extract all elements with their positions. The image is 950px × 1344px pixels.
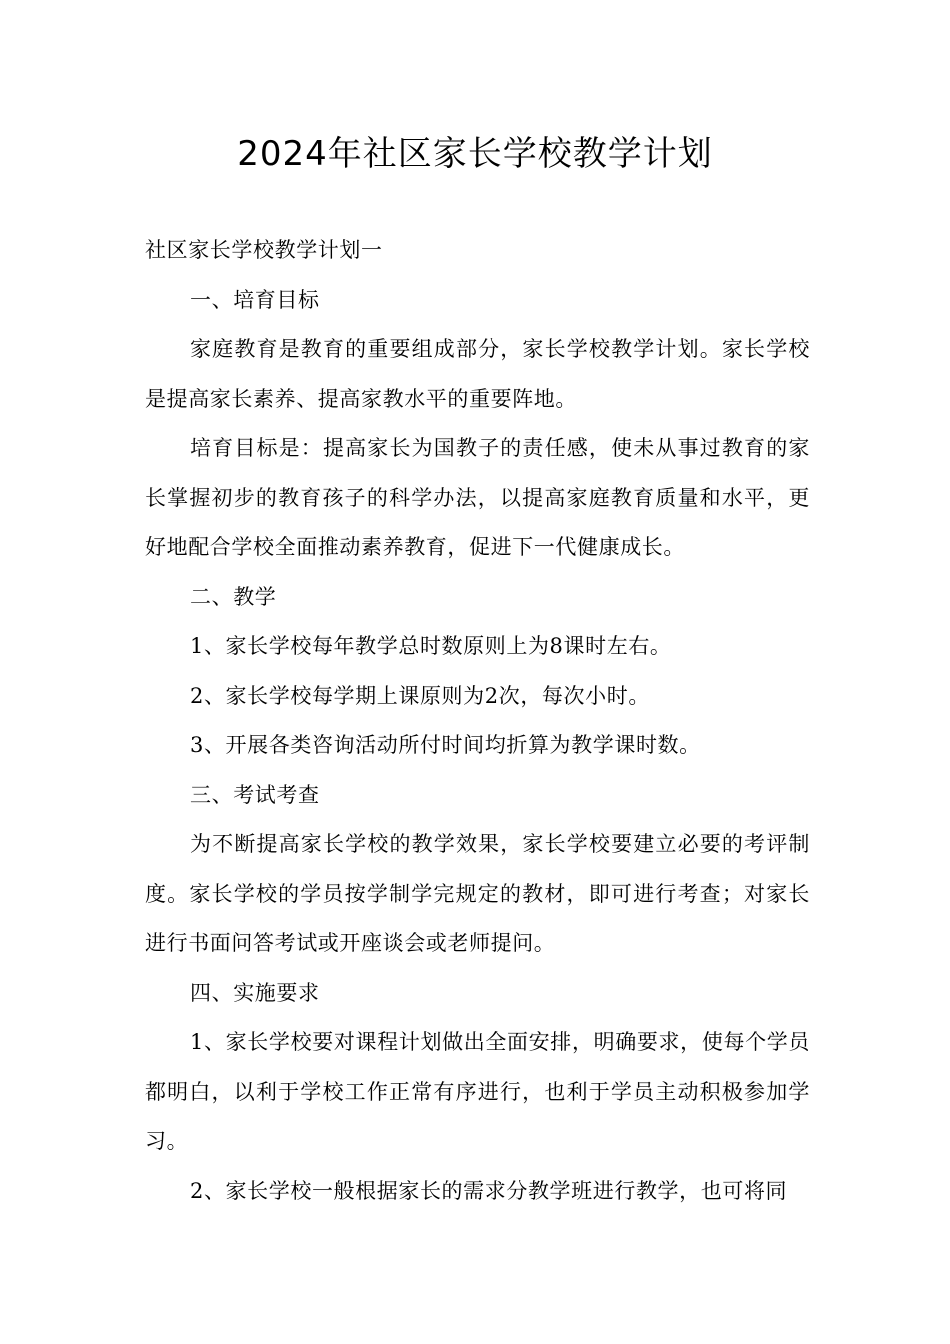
list-item-teaching-hours: 1、家长学校每年教学总时数原则上为8课时左右。 bbox=[190, 634, 672, 658]
paragraph-family-education: 家庭教育是教育的重要组成部分，家长学校教学计划。家长学校是提高家长素养、提高家教水平的重要阵地。 bbox=[145, 337, 810, 411]
section-heading-exams: 三、考试考查 bbox=[190, 782, 320, 807]
list-item-class-grouping: 2、家长学校一般根据家长的需求分教学班进行教学，也可将同 bbox=[190, 1178, 788, 1203]
list-item-course-plan: 1、家长学校要对课程计划做出全面安排，明确要求，使每个学员都明白，以利于学校工作正常有序进行，也利于学员主动积极参加学习。 bbox=[145, 1030, 810, 1153]
document-body bbox=[145, 226, 810, 1216]
list-item-consulting-hours: 3、开展各类咨询活动所付时间均折算为教学课时数。 bbox=[190, 733, 701, 757]
section-heading-teaching: 二、教学 bbox=[190, 584, 277, 609]
list-item-class-sessions: 2、家长学校每学期上课原则为2次，每次小时。 bbox=[190, 683, 650, 708]
document-title: 2024年社区家长学校教学计划 bbox=[237, 134, 713, 174]
section-heading-plan-one: 社区家长学校教学计划一 bbox=[145, 238, 383, 262]
paragraph-goals: 培育目标是：提高家长为国教子的责任感，使未从事过教育的家长掌握初步的教育孩子的科学办法，以提高家庭教育质量和水平，更好地配合学校全面推动素养教育，促进下一代健康成长。 bbox=[145, 436, 810, 559]
section-heading-goals: 一、培育目标 bbox=[190, 287, 320, 312]
section-heading-requirements: 四、实施要求 bbox=[190, 980, 320, 1005]
paragraph-exams: 为不断提高家长学校的教学效果，家长学校要建立必要的考评制度。家长学校的学员按学制学完规定的教材，即可进行考查；对家长进行书面问答考试或开座谈会或老师提问。 bbox=[145, 832, 810, 955]
